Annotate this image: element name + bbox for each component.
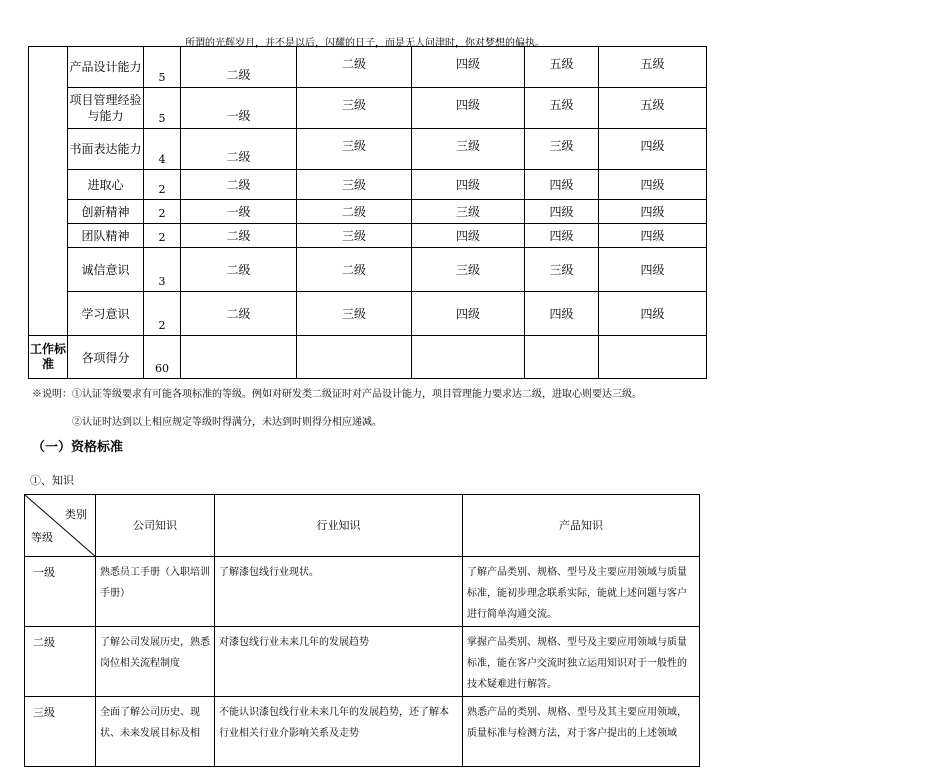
industry-knowledge-cell: 对漆包线行业未来几年的发展趋势 <box>215 627 463 697</box>
level-cell: 一级 <box>181 88 297 129</box>
knowledge-level: 二级 <box>25 627 96 697</box>
section-heading: （一）资格标准 <box>32 440 124 455</box>
competency-row <box>29 170 707 200</box>
diag-level-label: 等级 <box>31 531 53 544</box>
level-cell: 四级 <box>599 248 707 292</box>
header-product-knowledge: 产品知识 <box>463 495 700 557</box>
knowledge-row <box>25 557 700 627</box>
empty-cell <box>297 336 412 379</box>
level-cell: 三级 <box>297 88 412 129</box>
level-cell: 二级 <box>181 129 297 170</box>
level-cell: 三级 <box>412 129 525 170</box>
level-cell: 四级 <box>599 200 707 224</box>
competency-row <box>29 88 707 129</box>
level-cell: 四级 <box>412 292 525 336</box>
empty-cell <box>181 336 297 379</box>
competency-item: 诚信意识 <box>68 248 144 292</box>
company-knowledge-cell: 全面了解公司历史、现状、未来发展目标及相 <box>96 697 215 767</box>
level-cell: 三级 <box>297 129 412 170</box>
industry-knowledge-cell: 了解漆包线行业现状。 <box>215 557 463 627</box>
competency-score: 2 <box>144 200 181 224</box>
product-knowledge-cell: 掌握产品类别、规格、型号及主要应用领域与质量标准，能在客户交流时独立运用知识对于一般性的技术疑难进行解答。 <box>463 627 700 697</box>
header-industry-knowledge: 行业知识 <box>215 495 463 557</box>
note-2: ②认证时达到以上相应规定等级时得满分，未达到时则得分相应递减。 <box>72 417 382 428</box>
level-cell: 二级 <box>297 47 412 88</box>
level-cell: 三级 <box>412 248 525 292</box>
header-quote: 所谓的光辉岁月，并不是以后，闪耀的日子，而是无人问津时，你对梦想的偏执。 <box>185 38 545 49</box>
category-work-standard: 工作标准 <box>29 336 68 379</box>
level-cell: 四级 <box>599 170 707 200</box>
header-company-knowledge: 公司知识 <box>96 495 215 557</box>
level-cell: 三级 <box>297 292 412 336</box>
competency-score: 2 <box>144 292 181 336</box>
product-knowledge-cell: 了解产品类别、规格、型号及主要应用领域与质量标准，能初步理念联系实际，能就上述问题与客户进行简单沟通交流。 <box>463 557 700 627</box>
knowledge-row <box>25 697 700 767</box>
competency-row <box>29 129 707 170</box>
product-knowledge-cell: 熟悉产品的类别、规格、型号及其主要应用领域，质量标准与检测方法，对于客户提出的上述领域 <box>463 697 700 767</box>
note-1: ※说明：①认证等级要求有可能各项标准的等级。例如对研发类二级证时对产品设计能力，项目管理能力要求达二级，进取心则要达三级。 <box>32 389 642 400</box>
knowledge-header-row <box>25 495 700 557</box>
level-cell: 五级 <box>525 47 599 88</box>
competency-item: 创新精神 <box>68 200 144 224</box>
level-cell: 二级 <box>297 200 412 224</box>
competency-item: 团队精神 <box>68 224 144 248</box>
level-cell: 三级 <box>297 224 412 248</box>
company-knowledge-cell: 了解公司发展历史，熟悉岗位相关流程制度 <box>96 627 215 697</box>
knowledge-level: 三级 <box>25 697 96 767</box>
competency-row <box>29 224 707 248</box>
level-cell: 四级 <box>599 292 707 336</box>
total-row <box>29 336 707 379</box>
competency-score: 3 <box>144 248 181 292</box>
diag-category-label: 类别 <box>65 508 87 521</box>
competency-score: 5 <box>144 88 181 129</box>
level-cell: 二级 <box>181 292 297 336</box>
competency-item: 进取心 <box>68 170 144 200</box>
competency-table <box>28 46 707 379</box>
subsection-title: ①、知识 <box>30 474 74 487</box>
competency-row <box>29 200 707 224</box>
level-cell: 五级 <box>599 88 707 129</box>
knowledge-level: 一级 <box>25 557 96 627</box>
competency-score: 2 <box>144 224 181 248</box>
empty-cell <box>412 336 525 379</box>
level-cell: 一级 <box>181 200 297 224</box>
knowledge-row <box>25 627 700 697</box>
level-cell: 四级 <box>412 224 525 248</box>
total-item: 各项得分 <box>68 336 144 379</box>
empty-cell <box>599 336 707 379</box>
industry-knowledge-cell: 不能认识漆包线行业未来几年的发展趋势，还了解本行业相关行业介影响关系及走势 <box>215 697 463 767</box>
level-cell: 二级 <box>181 170 297 200</box>
level-cell: 四级 <box>599 224 707 248</box>
competency-item: 项目管理经验与能力 <box>68 88 144 129</box>
level-cell: 四级 <box>525 200 599 224</box>
level-cell: 三级 <box>525 248 599 292</box>
level-cell: 二级 <box>181 47 297 88</box>
level-cell: 四级 <box>412 170 525 200</box>
level-cell: 二级 <box>181 224 297 248</box>
level-cell: 五级 <box>525 88 599 129</box>
level-cell: 四级 <box>525 224 599 248</box>
competency-score: 4 <box>144 129 181 170</box>
level-cell: 二级 <box>297 248 412 292</box>
diagonal-header-cell <box>25 495 96 557</box>
total-score: 60 <box>144 336 181 379</box>
company-knowledge-cell: 熟悉员工手册（入职培训手册） <box>96 557 215 627</box>
level-cell: 三级 <box>297 170 412 200</box>
level-cell: 四级 <box>412 88 525 129</box>
category-blank-cell <box>29 47 68 336</box>
competency-row <box>29 47 707 88</box>
empty-cell <box>525 336 599 379</box>
level-cell: 四级 <box>599 129 707 170</box>
knowledge-table <box>24 494 700 767</box>
competency-score: 2 <box>144 170 181 200</box>
competency-row <box>29 292 707 336</box>
level-cell: 二级 <box>181 248 297 292</box>
competency-score: 5 <box>144 47 181 88</box>
level-cell: 五级 <box>599 47 707 88</box>
level-cell: 三级 <box>412 200 525 224</box>
competency-item: 产品设计能力 <box>68 47 144 88</box>
level-cell: 四级 <box>525 292 599 336</box>
competency-item: 书面表达能力 <box>68 129 144 170</box>
level-cell: 四级 <box>525 170 599 200</box>
level-cell: 四级 <box>412 47 525 88</box>
competency-item: 学习意识 <box>68 292 144 336</box>
competency-row <box>29 248 707 292</box>
level-cell: 三级 <box>525 129 599 170</box>
